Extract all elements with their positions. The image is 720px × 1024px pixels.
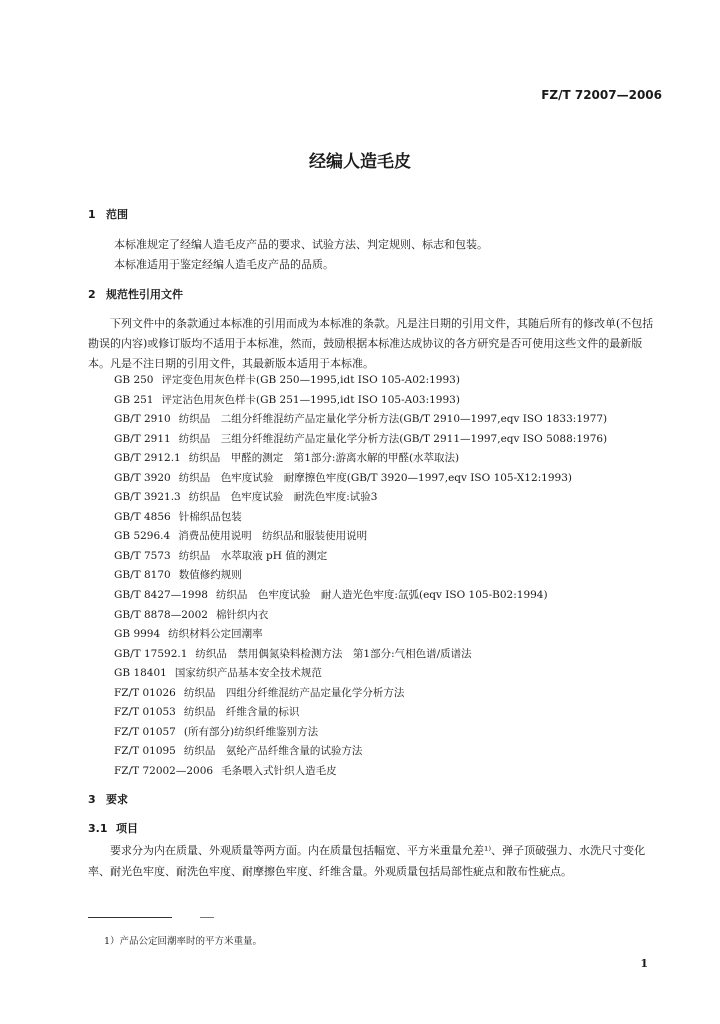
reference-title: 评定沾色用灰色样卡(GB 251—1995,idt ISO 105-A03:1993)	[161, 393, 460, 406]
reference-item	[114, 625, 607, 645]
section-3-1-paragraph: 要求分为内在质量、外观质量等两方面。内在质量包括幅宽、平方米重量允差¹⁾、弹子顶破强力、水洗尺寸变化率、耐光色牢度、耐洗色牢度、耐摩擦色牢度、纤维含量。外观质量包括局部性疵点和散布性疵点。	[88, 844, 646, 878]
reference-item	[114, 645, 607, 665]
reference-title: 棉针织内衣	[215, 608, 269, 621]
section-3-number: 3	[88, 793, 96, 806]
reference-code: GB/T 2911	[114, 432, 171, 445]
reference-code: GB/T 8427—1998	[114, 589, 208, 602]
reference-code: GB/T 7573	[114, 549, 171, 562]
reference-item	[114, 606, 607, 626]
section-2-intro: 下列文件中的条款通过本标准的引用而成为本标准的条款。凡是注日期的引用文件，其随后所有的修改单(不包括勘误的内容)或修订版均不适用于本标准，然而，鼓励根据本标准达成协议的各方研究是否可使用这些文件的最新版本。凡是不注日期的引用文件，其最新版本适用于本标准。	[88, 317, 654, 370]
section-1-heading	[88, 206, 128, 223]
section-3-1-number: 3.1	[88, 822, 108, 835]
reference-item	[114, 586, 607, 606]
reference-title: 评定变色用灰色样卡(GB 250—1995,idt ISO 105-A02:1993)	[161, 374, 460, 386]
reference-title: 纺织品 纤维含量的标识	[183, 706, 300, 719]
reference-item	[114, 742, 607, 762]
reference-item	[114, 391, 607, 411]
reference-code: GB/T 4856	[114, 510, 171, 523]
reference-code: GB/T 2910	[114, 413, 171, 426]
reference-title: 消费品使用说明 纺织品和服装使用说明	[178, 530, 368, 543]
reference-title: 纺织品 色牢度试验 耐人造光色牢度:氙弧(eqv ISO 105-B02:1994)	[215, 589, 548, 602]
reference-item	[114, 527, 607, 547]
footnote: 1）产品公定回潮率时的平方米重量。	[104, 936, 263, 947]
reference-item	[114, 684, 607, 704]
reference-title: 纺织品 四组分纤维混纺产品定量化学分析方法	[183, 686, 405, 699]
reference-title: 毛条喂入式针织人造毛皮	[221, 764, 337, 777]
reference-title: 纺织品 三组分纤维混纺产品定量化学分析方法(GB/T 2911—1997,eqv ISO 5088:1976)	[178, 432, 608, 445]
section-1-paragraph-2: 本标准适用于鉴定经编人造毛皮产品的品质。	[114, 258, 334, 271]
reference-item	[114, 547, 607, 567]
reference-title: 纺织品 禁用偶氮染料检测方法 第1部分:气相色谱/质谱法	[195, 647, 472, 660]
reference-item	[114, 430, 607, 450]
reference-item	[114, 410, 607, 430]
reference-title: 数值修约规则	[178, 569, 242, 582]
reference-item	[114, 371, 607, 391]
reference-title: 纺织品 二组分纤维混纺产品定量化学分析方法(GB/T 2910—1997,eqv ISO 1833:1977)	[178, 413, 608, 426]
section-3-1-heading	[88, 820, 138, 837]
reference-title: 纺织品 色牢度试验 耐摩擦色牢度(GB/T 3920—1997,eqv ISO 105-X12:1993)	[178, 471, 572, 484]
reference-title: 纺织品 甲醛的测定 第1部分:游离水解的甲醛(水萃取法)	[188, 452, 460, 465]
reference-item	[114, 762, 607, 782]
reference-item	[114, 566, 607, 586]
section-2-number: 2	[88, 288, 96, 301]
reference-code: GB/T 8878—2002	[114, 608, 208, 621]
section-1-title: 范围	[106, 208, 128, 221]
footnote-divider-short	[200, 917, 214, 918]
reference-code: GB 18401	[114, 667, 167, 680]
reference-code: GB/T 17592.1	[114, 647, 188, 660]
section-3-title: 要求	[106, 793, 128, 806]
section-2-title: 规范性引用文件	[106, 288, 183, 301]
reference-title: 针棉织品包装	[178, 510, 242, 523]
reference-code: FZ/T 01057	[114, 725, 176, 738]
reference-item	[114, 723, 607, 743]
reference-code: FZ/T 72002—2006	[114, 764, 214, 777]
reference-code: GB/T 8170	[114, 569, 171, 582]
reference-title: 国家纺织产品基本安全技术规范	[174, 667, 322, 680]
standard-code: FZ/T 72007—2006	[541, 88, 662, 102]
reference-code: GB 250	[114, 374, 154, 386]
reference-item	[114, 664, 607, 684]
section-3-heading	[88, 791, 128, 808]
reference-code: FZ/T 01095	[114, 745, 176, 758]
reference-code: GB 5296.4	[114, 530, 171, 543]
section-2-heading	[88, 286, 183, 303]
reference-title: 纺织品 色牢度试验 耐洗色牢度:试验3	[188, 491, 378, 504]
reference-code: GB/T 2912.1	[114, 452, 181, 465]
reference-code: FZ/T 01026	[114, 686, 176, 699]
page-number: 1	[640, 957, 648, 970]
reference-item	[114, 469, 607, 489]
reference-item	[114, 488, 607, 508]
section-1-number: 1	[88, 208, 96, 221]
reference-code: GB 251	[114, 393, 154, 406]
reference-item	[114, 508, 607, 528]
reference-item	[114, 703, 607, 723]
reference-code: GB 9994	[114, 628, 161, 641]
reference-title: 纺织品 水萃取液 pH 值的测定	[178, 549, 328, 562]
reference-code: GB/T 3921.3	[114, 491, 181, 504]
reference-list	[114, 371, 607, 781]
document-title: 经编人造毛皮	[309, 152, 411, 172]
reference-title: (所有部分)纺织纤维鉴别方法	[183, 725, 319, 738]
reference-code: GB/T 3920	[114, 471, 171, 484]
reference-title: 纺织品 氨纶产品纤维含量的试验方法	[183, 745, 363, 758]
section-1-paragraph-1: 本标准规定了经编人造毛皮产品的要求、试验方法、判定规则、标志和包装。	[114, 238, 488, 251]
footnote-divider	[88, 917, 172, 918]
reference-code: FZ/T 01053	[114, 706, 176, 719]
section-3-1-title: 项目	[116, 822, 138, 835]
reference-item	[114, 449, 607, 469]
reference-title: 纺织材料公定回潮率	[168, 628, 263, 641]
